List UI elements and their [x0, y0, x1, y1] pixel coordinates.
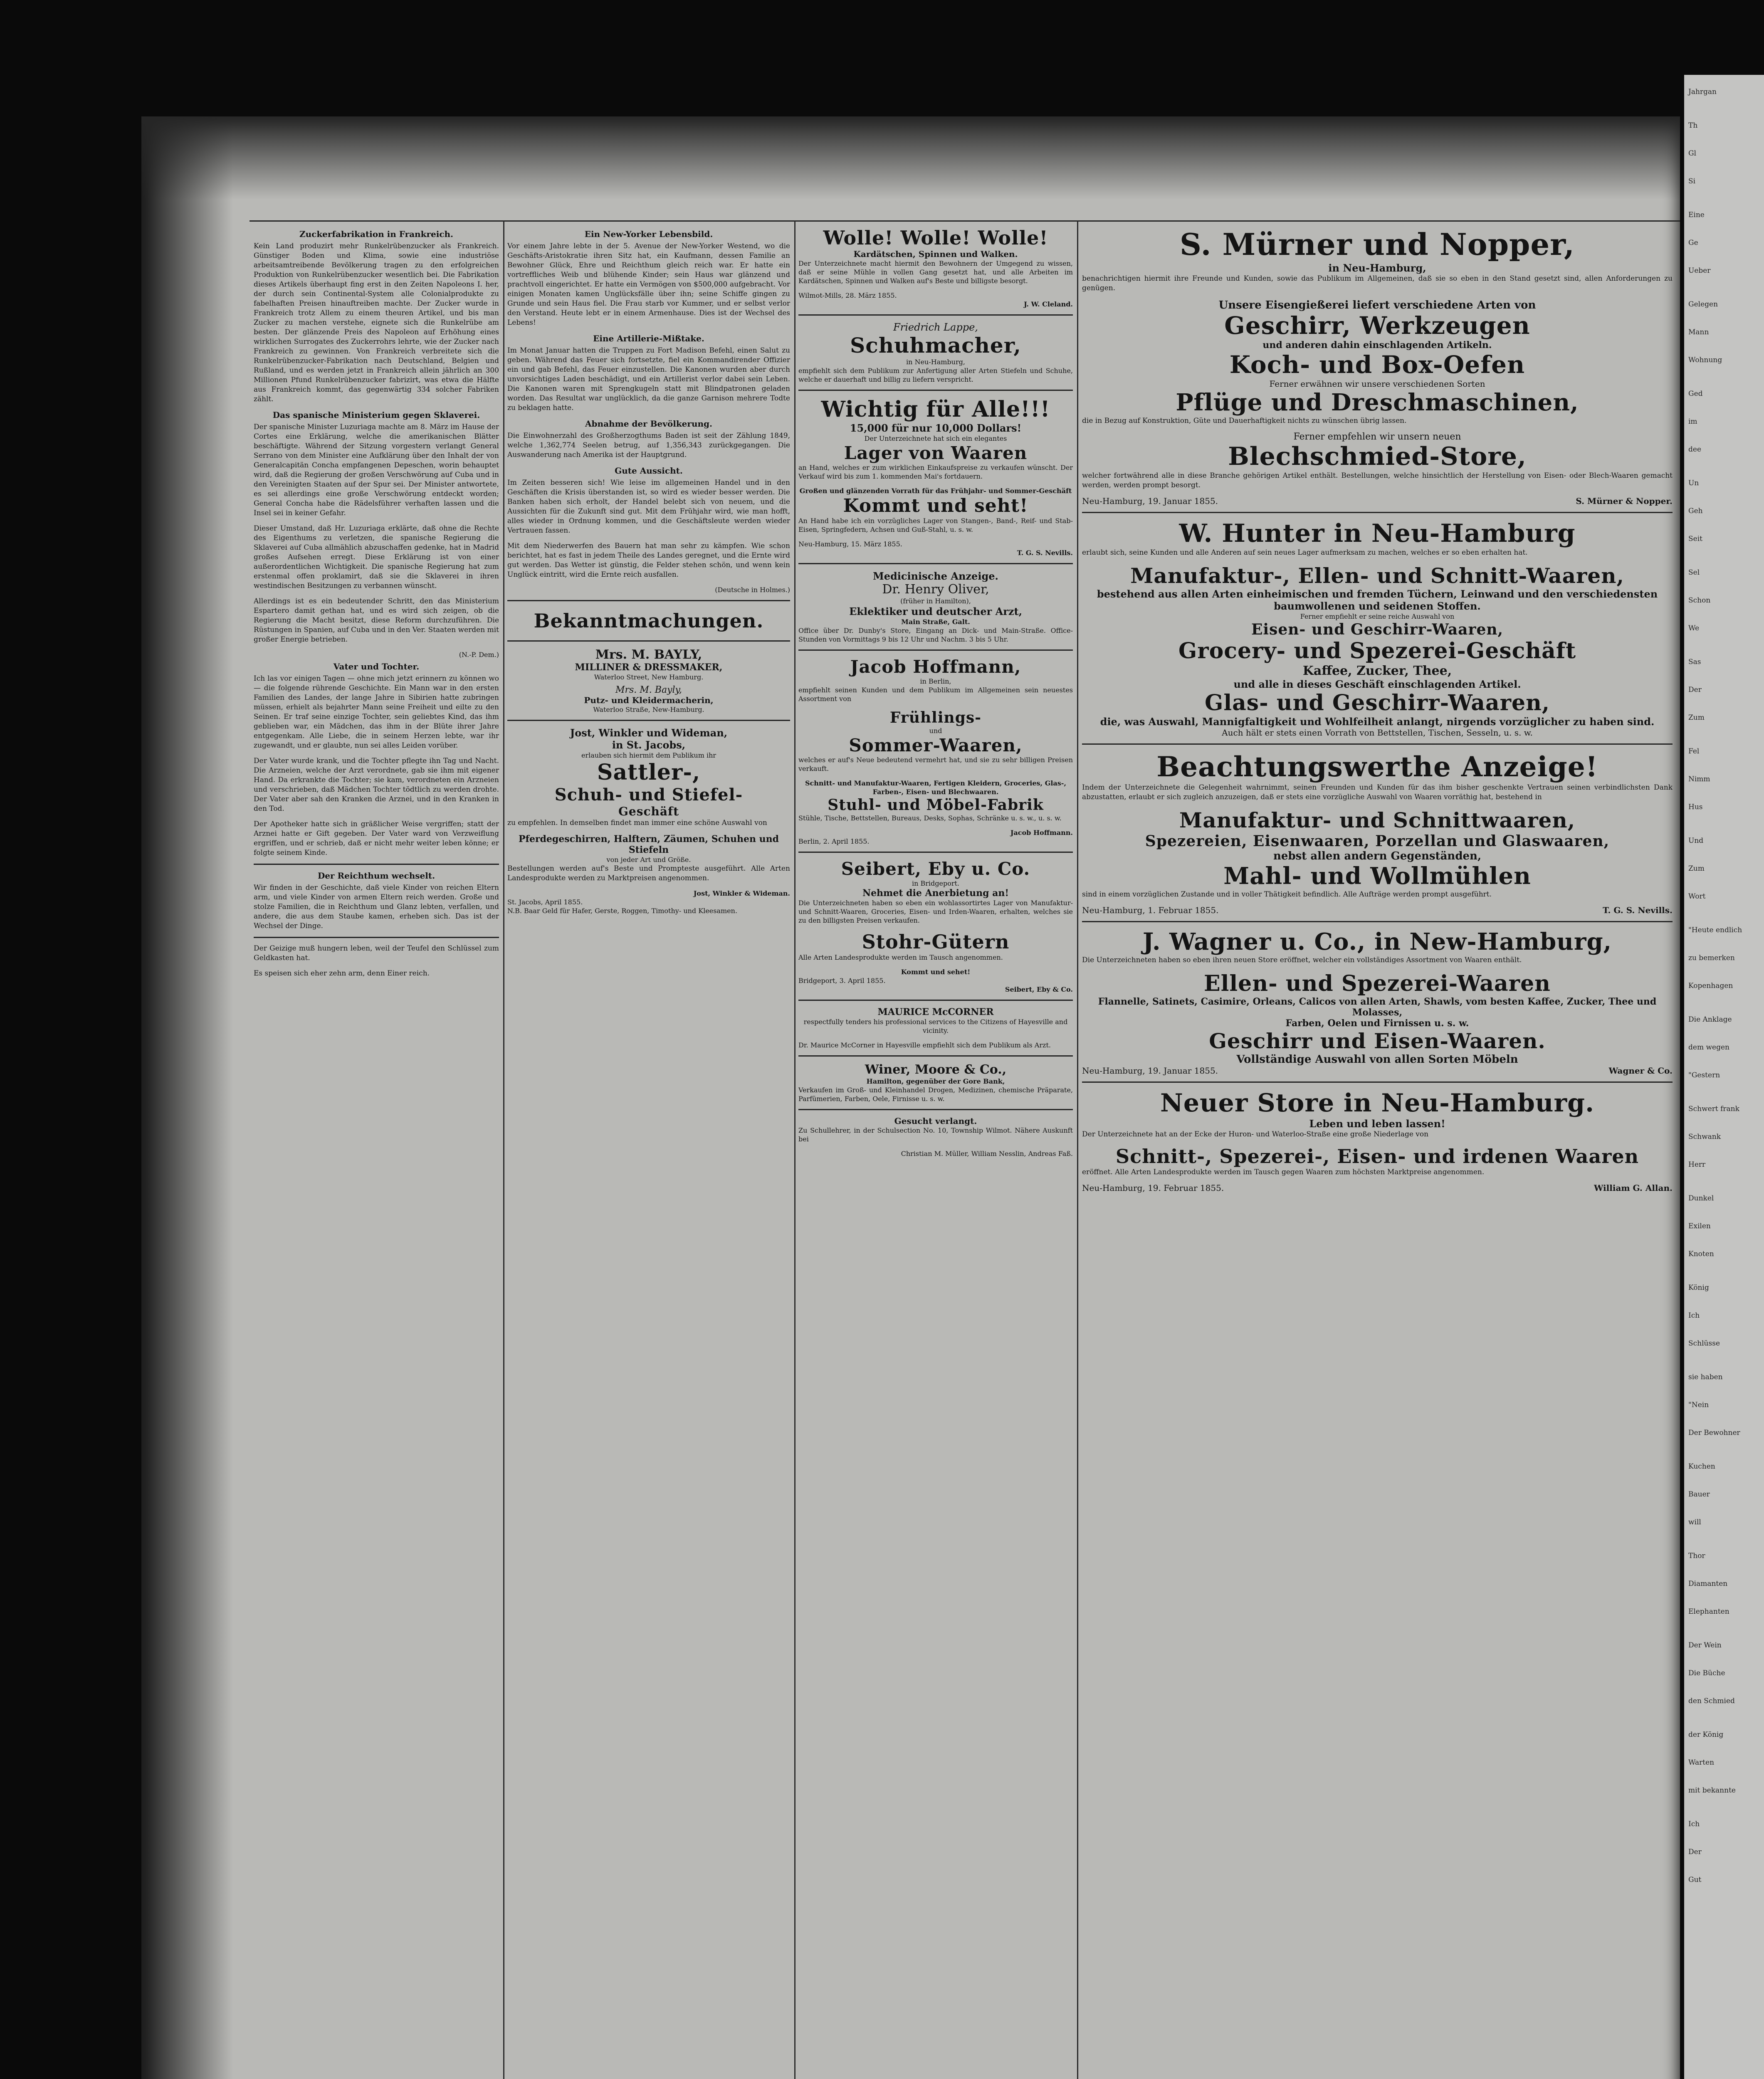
- article-text: Kein Land produzirt mehr Runkelrübenzucker als Frankreich. Günstiger Boden und Klima, sowie eine industriöse arbeitsamtreibende Bevölkerung tragen zu den erfolgreichen Produktion von Runkelrübenzucker wesentlich bei. Die Fabrikation dieses Artikels überhaupt fing erst in den Zeiten Napoleons I. her, der durch sein Continental-System alle Colonialprodukte zu fabelhaften Preisen hinauftreiben machte. Der Zucker wurde in Frankreich trotz Allem zu einem theuren Artikel, und bis man Zucker zu machen verstehe, eignete sich die Runkelrübe am besten. Der glänzende Preis des Napoleon auf Erhöhung eines wirklichen Surrogates des Zuckerrohrs lehrte, wie der Zucker nach Frankreich zu gewinnen. Von Frankreich verbreitete sich die Runkelrübenzucker-Fabrikation nach Deutschland, Belgien und Rußland, und es werden jetzt in Frankreich allein jährlich an 300 Millionen Pfund Runkelrübenzucker fabrizirt, was etwa die Hälfte aus Frankreich kommt, das gegenwärtig 334 solcher Fabriken zählt.: [254, 242, 499, 403]
- ad-subtitle: Kardätschen, Spinnen und Walken.: [853, 249, 1018, 259]
- ad-headline: Geschäft: [618, 805, 679, 818]
- divider: [1082, 921, 1673, 922]
- strip-line: Elephanten: [1688, 1607, 1729, 1616]
- ad-items: Schnitt- und Manufaktur-Waaren, Fertigen Kleidern, Groceries, Glas-, Farben-, Eisen- und Blechwaaren.: [805, 779, 1067, 796]
- ad-footer: [1082, 496, 1673, 506]
- divider: [798, 649, 1073, 651]
- ad-line: Ferner erwähnen wir unsere verschiedenen Sorten: [1269, 379, 1485, 389]
- ad-name: Friedrich Lappe,: [893, 321, 978, 333]
- ad-headline: Manufaktur- und Schnittwaaren,: [1179, 808, 1576, 832]
- ad-line: Ferner empfiehlt er seine reiche Auswahl von: [1300, 612, 1455, 620]
- strip-line: Kuchen: [1688, 1462, 1715, 1471]
- strip-line: Der Bewohner: [1688, 1429, 1740, 1437]
- strip-line: Schlüsse: [1688, 1339, 1720, 1348]
- article-text: Dieser Umstand, daß Hr. Luzuriaga erklärte, daß ohne die Rechte des Eigenthums zu verletzen, die spanische Regierung die Sklaverei auf Cuba allmählich abzuschaffen gedenke, hat in Madrid großes Aufsehen erregt. Diese Erklärung ist von einer außerordentlichen Wichtigkeit. Die spanische Regierung hat zum erstenmal offen proklamirt, daß sie die Sklaverei in ihren westindischen Besitzungen zu verbannen wünscht.: [254, 524, 499, 590]
- ad-text: erlaubt sich, seine Kunden und alle Anderen auf sein neues Lager aufmerksam zu machen, welches er so eben erhalten hat.: [1082, 548, 1528, 557]
- strip-line: Schwert frank: [1688, 1105, 1739, 1113]
- ad-text: respectfully tenders his professional services to the Citizens of Hayesville and vicinity.: [803, 1018, 1068, 1035]
- ad-line: und anderen dahin einschlagenden Artikeln.: [1262, 340, 1492, 351]
- ad-headline: Geschirr und Eisen-Waaren.: [1209, 1029, 1546, 1053]
- article-heading: Vater und Tochter.: [333, 662, 420, 672]
- ad-headline: S. Mürner und Nopper,: [1180, 227, 1575, 262]
- page-shadow-left: [141, 116, 233, 2079]
- ad-headline: Eisen- und Geschirr-Waaren,: [1251, 621, 1504, 638]
- strip-line: dem wegen: [1688, 1043, 1729, 1052]
- strip-line: Sas: [1688, 658, 1701, 666]
- ad-text: Der Unterzeichnete macht hiermit den Bewohnern der Umgegend zu wissen, daß er seine Mühle in vollen Gang gesetzt hat, und alle Arbeiten im Kardätschen, Spinnen und Walken auf's Beste und billigste besorgt.: [798, 259, 1073, 285]
- ad-text: An Hand habe ich ein vorzügliches Lager von Stangen-, Band-, Reif- und Stab-Eisen, Springfedern, Achsen und Guß-Stahl, u. s. w.: [798, 517, 1073, 533]
- ad-trade: Putz- und Kleidermacherin,: [584, 695, 714, 705]
- article-text: Wir finden in der Geschichte, daß viele Kinder von reichen Eltern arm, und viele Kinder von armen Eltern reich werden. Große und stolze Familien, die in Reichthum und Glanz lebten, verfallen, und andere, die aus dem Staube kamen, erheben sich. Das ist der Wechsel der Dinge.: [254, 884, 499, 930]
- article-heading: Zuckerfabrikation in Frankreich.: [299, 229, 453, 239]
- ad-name: MAURICE McCORNER: [877, 1007, 994, 1017]
- ad-address: Waterloo Straße, New-Hamburg.: [593, 706, 704, 714]
- ad-subtitle: (früher in Hamilton),: [900, 597, 971, 605]
- ad-headline: Stohr-Gütern: [862, 931, 1010, 953]
- strip-line: im: [1688, 417, 1697, 426]
- ad-text: Zu Schullehrer, in der Schulsection No. 10, Township Wilmot. Nähere Auskunft bei: [798, 1126, 1073, 1143]
- article-heading: Das spanische Ministerium gegen Sklaverei.: [272, 410, 480, 420]
- ad-date: Wilmot-Mills, 28. März 1855.: [798, 291, 897, 299]
- article-text: Der Apotheker hatte sich in gräßlicher Weise vergriffen; statt der Arznei hatte er Gift gegeben. Der Vater ward von Verzweiflung ergriffen, und er schrieb, daß er nicht mehr weiter leben könne; er folgte seinem Kinde.: [254, 820, 499, 857]
- strip-line: Schon: [1688, 596, 1711, 605]
- strip-line: will: [1688, 1518, 1701, 1526]
- ad-headline: Neuer Store in Neu-Hamburg.: [1160, 1089, 1594, 1118]
- strip-line: Der: [1688, 686, 1702, 694]
- strip-line: Schwank: [1688, 1133, 1721, 1141]
- ad-headline: Kommt und seht!: [843, 495, 1028, 516]
- article-heading: Gute Aussicht.: [615, 466, 683, 476]
- strip-line: Die Anklage: [1688, 1015, 1732, 1024]
- strip-line: Geh: [1688, 507, 1703, 515]
- ad-line: Flannelle, Satinets, Casimire, Orleans, Calicos von allen Arten, Shawls, vom besten Kaffee, Zucker, Thee und Molasses,: [1098, 996, 1657, 1018]
- adjacent-page-strip: [1684, 75, 1764, 2079]
- ad-headline: W. Hunter in Neu-Hamburg: [1179, 519, 1576, 548]
- divider: [507, 640, 790, 642]
- strip-line: Mann: [1688, 328, 1709, 336]
- strip-line: Ich: [1688, 1820, 1700, 1828]
- ad-text: welches er auf's Neue bedeutend vermehrt hat, und sie zu sehr billigen Preisen verkauft.: [798, 756, 1073, 773]
- ad-text: welcher fortwährend alle in diese Branche gehörigen Artikel enthält. Bestellungen, welche hinsichtlich der Herstellung von Eisen- oder Blech-Waaren gemacht werden, werden prompt besorgt.: [1082, 472, 1673, 489]
- strip-line: Ged: [1688, 390, 1703, 398]
- strip-line: Ueber: [1688, 267, 1711, 275]
- strip-line: mit bekannte: [1688, 1786, 1736, 1795]
- ad-trade: MILLINER & DRESSMAKER,: [575, 662, 723, 673]
- ad-text: sind in einem vorzüglichen Zustande und in voller Thätigkeit befindlich. Alle Aufträge werden prompt ausgeführt.: [1082, 890, 1492, 899]
- strip-line: Eine: [1688, 211, 1705, 219]
- divider: [507, 720, 790, 721]
- strip-line: dee: [1688, 445, 1702, 454]
- strip-line: Exilen: [1688, 1222, 1711, 1230]
- ad-text: Die Unterzeichneten haben so eben ihren neuen Store eröffnet, welcher ein vollständiges Assortment von Waaren enthält.: [1082, 956, 1522, 964]
- ad-text: empfiehlt seinen Kunden und dem Publikum im Allgemeinen sein neuestes Assortment von: [798, 686, 1073, 703]
- ad-headline: Geschirr, Werkzeugen: [1224, 311, 1530, 340]
- strip-line: Sel: [1688, 568, 1700, 577]
- ad-headline: Beachtungswerthe Anzeige!: [1156, 751, 1598, 783]
- ad-name: Winer, Moore & Co.,: [865, 1062, 1007, 1077]
- strip-line: Fel: [1688, 747, 1700, 756]
- proverb: Der Geizige muß hungern leben, weil der Teufel den Schlüssel zum Geldkasten hat.: [254, 944, 499, 962]
- ad-signature: Seibert, Eby & Co.: [1005, 985, 1073, 993]
- column-4: [1082, 227, 1673, 2079]
- divider: [798, 852, 1073, 853]
- strip-line: Und: [1688, 837, 1704, 845]
- ad-date: Berlin, 2. April 1855.: [798, 837, 870, 845]
- strip-line: Seit: [1688, 535, 1702, 543]
- ad-headline: Lager von Waaren: [844, 443, 1028, 463]
- strip-line: Diamanten: [1688, 1580, 1728, 1588]
- divider: [798, 1109, 1073, 1110]
- ad-text: eröffnet. Alle Arten Landesprodukte werden im Tausch gegen Waaren zum höchsten Marktpreise angenommen.: [1082, 1168, 1485, 1176]
- strip-line: König: [1688, 1284, 1709, 1292]
- strip-line: Der: [1688, 1848, 1702, 1856]
- ad-headline: Stuhl- und Möbel-Fabrik: [828, 796, 1044, 814]
- ad-headline: Manufaktur-, Ellen- und Schnitt-Waaren,: [1130, 563, 1624, 588]
- article-heading: Ein New-Yorker Lebensbild.: [584, 229, 713, 239]
- ad-place: in Berlin,: [920, 677, 951, 685]
- ad-text: benachrichtigen hiermit ihre Freunde und Kunden, sowie das Publikum im Allgemeinen, daß sie so eben in den Stand gesetzt sind, allen Anforderungen zu genügen.: [1082, 274, 1673, 292]
- ad-signature: William G. Allan.: [1594, 1183, 1673, 1193]
- article-text: Der Vater wurde krank, und die Tochter pflegte ihn Tag und Nacht. Die Arzneien, welche der Arzt verordnete, gab sie ihm mit eigener Hand. Da erkrankte die Tochter; sie kam, verordneten ein Arzneien und verschrieben, daß Mädchen Tochter tödtlich zu werden drohte. Der Vater aber sah den Kranken die Arznei, und in den Kranken in den Tod.: [254, 757, 499, 813]
- strip-line: "Heute endlich: [1688, 926, 1742, 934]
- divider: [798, 1055, 1073, 1057]
- ad-items: Pferdegeschirren, Halftern, Zäumen, Schuhen und Stiefeln: [518, 834, 779, 855]
- ad-text: Die Unterzeichneten haben so eben ein wohlassortirtes Lager von Manufaktur- und Schnitt-Waaren, Groceries, Eisen- und Irden-Waaren, erhalten, welches sie zu den billigsten Preisen verkaufen.: [798, 899, 1073, 924]
- ad-line: die, was Auswahl, Mannigfaltigkeit und Wohlfeilheit anlangt, nirgends vorzüglicher zu haben sind.: [1100, 716, 1655, 728]
- strip-line: Knoten: [1688, 1250, 1714, 1258]
- ad-signature: T. G. S. Nevills.: [1017, 549, 1073, 557]
- article-text: Die Einwohnerzahl des Großherzogthums Baden ist seit der Zählung 1849, welche 1,362,774 Seelen betrug, auf 1,356,343 zurückgegangen. Die Auswanderung nach Amerika ist der Hauptgrund.: [507, 432, 790, 459]
- ad-place: in Bridgeport.: [912, 879, 960, 887]
- strip-line: Zum: [1688, 714, 1705, 722]
- ad-signature: Wagner & Co.: [1608, 1066, 1673, 1076]
- column-rule-3: [1077, 220, 1078, 2079]
- strip-line: Herr: [1688, 1160, 1706, 1169]
- strip-line: Der Wein: [1688, 1641, 1722, 1649]
- ad-text: Office über Dr. Dunby's Store, Eingang an Dick- und Main-Straße. Office-Stunden von Vormittags 9 bis 12 Uhr und Nachm. 3 bis 5 Uhr.: [798, 627, 1073, 643]
- newspaper-page: [141, 116, 1680, 2079]
- strip-line: Nimm: [1688, 775, 1710, 783]
- strip-line: Wohnung: [1688, 356, 1722, 364]
- strip-line: Gelegen: [1688, 300, 1718, 309]
- article-source: (Deutsche in Holmes.): [715, 586, 790, 594]
- ad-headline: Wolle! Wolle! Wolle!: [823, 227, 1048, 249]
- ad-text: Der Unterzeichnete hat an der Ecke der Huron- und Waterloo-Straße eine große Niederlage von: [1082, 1130, 1429, 1138]
- strip-line: Die Büche: [1688, 1669, 1725, 1677]
- ad-signature: S. Mürner & Nopper.: [1576, 496, 1673, 506]
- strip-line: Warten: [1688, 1758, 1715, 1767]
- article-text: Allerdings ist es ein bedeutender Schritt, den das Ministerium Espartero damit gethan hat, und es wird sich zeigen, ob die Regierung die Macht besitzt, diese Reform durchzuführen. Die Rüstungen in Spanien, auf Cuba und in den Ver. Staaten werden mit großer Energie betrieben.: [254, 597, 499, 644]
- notices-heading: Bekanntmachungen.: [534, 610, 764, 632]
- ad-subtitle: Hamilton, gegenüber der Gore Bank,: [866, 1077, 1005, 1085]
- column-rule-2: [794, 220, 796, 2079]
- strip-line: Gl: [1688, 149, 1697, 158]
- column-3: [798, 227, 1073, 2079]
- article-source: (N.-P. Dem.): [459, 651, 499, 659]
- ad-footer: [1082, 1183, 1673, 1193]
- ad-headline: Wichtig für Alle!!!: [821, 397, 1050, 422]
- ad-headline: Schuhmacher,: [850, 333, 1021, 358]
- ad-date: Neu-Hamburg, 19. Januar 1855.: [1082, 1066, 1218, 1076]
- ad-line: und alle in dieses Geschäft einschlagenden Artikel.: [1233, 678, 1521, 690]
- ad-text: Dr. Maurice McCorner in Hayesville empfiehlt sich dem Publikum als Arzt.: [798, 1041, 1051, 1049]
- ad-headline: Sommer-Waaren,: [849, 735, 1023, 756]
- article-text: Vor einem Jahre lebte in der 5. Avenue der New-Yorker Westend, wo die Geschäfts-Aristokratie ihren Sitz hat, ein Kaufmann, dessen Familie an Bewohner Glück, Ehre und Reichthum gleich reich war. Er hatte ein vortreffliches Weib und blühende Kinder; sein Haus war glänzend und prachtvoll eingerichtet. Er hatte ein Vermögen von $500,000 aufgebracht. Vor einigen Monaten kamen Unglücksfälle über ihn; seine Schiffe gingen zu Grunde und sein Haus fiel. Die Frau starb vor Kummer, und er selbst verlor den Verstand. Heute lebt er in einem Armenhause. Dies ist der Wechsel des Lebens!: [507, 242, 790, 327]
- ad-subtitle: Leben und leben lassen!: [1309, 1118, 1445, 1130]
- ad-name: Mrs. M. Bayly,: [615, 685, 682, 695]
- ad-text: Bestellungen werden auf's Beste und Prompteste ausgeführt. Alle Arten Landesprodukte werden zu Marktpreisen angenommen.: [507, 864, 790, 882]
- ad-text: Der Unterzeichnete hat sich ein elegantes: [864, 435, 1007, 442]
- ad-signature: Jost, Winkler & Wideman.: [693, 889, 790, 897]
- strip-text: [1684, 75, 1764, 1885]
- ad-headline: Glas- und Geschirr-Waaren,: [1204, 690, 1550, 716]
- ad-date: Neu-Hamburg, 1. Februar 1855.: [1082, 905, 1219, 915]
- strip-line: Ge: [1688, 239, 1698, 247]
- ad-address: Waterloo Street, New Hamburg.: [594, 673, 704, 681]
- divider: [1082, 743, 1673, 745]
- ad-line: Auch hält er stets einen Vorrath von Bettstellen, Tischen, Sesseln, u. s. w.: [1222, 728, 1533, 738]
- page-shadow-top: [141, 116, 1680, 200]
- strip-line: Th: [1688, 121, 1698, 130]
- strip-line: Bauer: [1688, 1490, 1710, 1499]
- article-heading: Der Reichthum wechselt.: [317, 871, 435, 881]
- divider: [798, 1000, 1073, 1001]
- strip-line: Ich: [1688, 1311, 1700, 1320]
- ad-footer: [1082, 905, 1673, 915]
- ad-text: erlauben sich hiermit dem Publikum ihr: [581, 751, 716, 759]
- ad-headline: Seibert, Eby u. Co.: [841, 859, 1030, 879]
- strip-line: Dunkel: [1688, 1194, 1714, 1202]
- ad-headline: Jacob Hoffmann,: [850, 657, 1021, 677]
- ad-name: Dr. Henry Oliver,: [882, 582, 989, 597]
- ad-text: Alle Arten Landesprodukte werden im Tausch angenommen.: [798, 953, 1003, 961]
- ad-signature: T. G. S. Nevills.: [1603, 905, 1673, 915]
- ad-line: Unsere Eisengießerei liefert verschiedene Arten von: [1218, 299, 1536, 311]
- ad-signature: J. W. Cleland.: [1024, 300, 1073, 308]
- ad-items: von jeder Art und Größe.: [606, 856, 691, 864]
- ad-text: und: [929, 727, 942, 735]
- ad-headline: Frühlings-: [889, 709, 982, 726]
- ad-headline: Koch- und Box-Oefen: [1229, 351, 1525, 379]
- strip-line: "Nein: [1688, 1401, 1709, 1409]
- article-text: Der spanische Minister Luzuriaga machte am 8. März im Hause der Cortes eine Erklärung, welche die amerikanischen Blätter beschäftigte. Während der Sitzung vorgestern verlangt General Serrano von dem Minister eine Aufklärung über den Inhalt der von Generalcapitän Concha empfangenen Depeschen, worin behauptet wird, daß die Regierung der großen Verschwörung auf Cuba und in den Vereinigten Staaten auf der Spur sei. Der Minister antwortete, es sei allerdings eine große Verschwörung entdeckt worden; General Concha habe die Rädelsführer verhaften lassen und die Insel sei in keiner Gefahr.: [254, 423, 499, 517]
- ad-text: Indem der Unterzeichnete die Gelegenheit wahrnimmt, seinen Freunden und Kunden für das ihm bisher geschenkte Vertrauen seinen verbindlichsten Dank abzustatten, erlaubt er sich zugleich anzuzeigen, daß er stets eine vorzügliche Auswahl von Waaren vorräthig hat, bestehend in: [1082, 783, 1673, 801]
- article-heading: Abnahme der Bevölkerung.: [585, 419, 712, 429]
- ad-line: Kaffee, Zucker, Thee,: [1302, 664, 1452, 678]
- strip-line: der König: [1688, 1731, 1724, 1739]
- ad-place: in St. Jacobs,: [612, 739, 686, 751]
- ad-text: zu empfehlen. In demselben findet man immer eine schöne Auswahl von: [507, 819, 767, 827]
- top-rule: [250, 220, 1680, 222]
- strip-line: Jahrgan: [1688, 88, 1717, 96]
- divider: [254, 864, 499, 865]
- ad-text: an Hand, welches er zum wirklichen Einkaufspreise zu verkaufen wünscht. Der Verkauf wird bis zum 1. kommenden Mai's fortdauern.: [798, 464, 1073, 480]
- strip-line: We: [1688, 624, 1700, 632]
- divider: [798, 390, 1073, 391]
- ad-headline: Pflüge und Dreschmaschinen,: [1176, 389, 1579, 416]
- column-1: [254, 227, 499, 2079]
- strip-line: Thor: [1688, 1552, 1705, 1560]
- ad-headline: J. Wagner u. Co., in New-Hamburg,: [1142, 928, 1612, 956]
- ad-line: Farben, Oelen und Firnissen u. s. w.: [1285, 1018, 1469, 1029]
- ad-headline: Sattler-,: [597, 760, 701, 785]
- ad-signature: Jacob Hoffmann.: [1010, 829, 1073, 837]
- ad-line: Vollständige Auswahl von allen Sorten Möbeln: [1236, 1053, 1518, 1066]
- divider: [1082, 512, 1673, 513]
- strip-line: zu bemerken: [1688, 954, 1735, 962]
- strip-line: Wort: [1688, 892, 1706, 901]
- ad-signature: Christian M. Müller, William Nesslin, Andreas Faß.: [901, 1150, 1073, 1158]
- ad-date: Neu-Hamburg, 19. Februar 1855.: [1082, 1183, 1224, 1193]
- ad-address: Main Straße, Galt.: [901, 618, 970, 626]
- column-2: [507, 227, 790, 2079]
- strip-line: Gut: [1688, 1876, 1702, 1884]
- column-rule-1: [503, 220, 504, 2079]
- divider: [507, 600, 790, 601]
- ad-line: bestehend aus allen Arten einheimischen und fremden Tüchern, Leinwand und den verschiedensten baumwollenen und seidenen Stoffen.: [1097, 588, 1658, 612]
- ad-footer: [1082, 1066, 1673, 1076]
- article-text: Mit dem Niederwerfen des Bauern hat man sehr zu kämpfen. Wie schon berichtet, hat es fast in jedem Theile des Landes geregnet, und die Ernte wird gut werden. Das Wetter ist günstig, die Felder stehen schön, und wenn kein Unglück eintritt, wird die Ernte reich ausfallen.: [507, 542, 790, 579]
- ad-line: Ferner empfehlen wir unsern neuen: [1293, 432, 1461, 442]
- ad-headline: Schnitt-, Spezerei-, Eisen- und irdenen Waaren: [1115, 1145, 1639, 1168]
- ad-headline: Spezereien, Eisenwaaren, Porzellan und Glaswaaren,: [1145, 832, 1610, 850]
- ad-name: Jost, Winkler und Wideman,: [570, 727, 728, 739]
- ad-place: in Neu-Hamburg,: [1328, 262, 1426, 274]
- divider: [798, 563, 1073, 564]
- ad-date: Bridgeport, 3. April 1855.: [798, 977, 886, 985]
- divider: [254, 937, 499, 938]
- divider: [1082, 1081, 1673, 1083]
- ad-date: Neu-Hamburg, 19. Januar 1855.: [1082, 496, 1218, 506]
- proverb: Es speisen sich eher zehn arm, denn Einer reich.: [254, 969, 430, 978]
- ad-subtitle: Kommt und sehet!: [901, 968, 971, 976]
- ad-trade: Eklektiker und deutscher Arzt,: [849, 605, 1022, 617]
- ad-headline: Schuh- und Stiefel-: [554, 785, 743, 805]
- strip-line: Un: [1688, 479, 1699, 487]
- ad-date: Neu-Hamburg, 15. März 1855.: [798, 540, 902, 548]
- ad-text: Verkaufen im Groß- und Kleinhandel Drogen, Medizinen, chemische Präparate, Parfümerien, Farben, Oele, Firnisse u. s. w.: [798, 1086, 1073, 1103]
- article-text: Im Zeiten besseren sich! Wie leise im allgemeinen Handel und in den Geschäften die Krisis überstanden ist, so wird es wieder besser werden. Die Banken haben sich erholt, der Handel belebt sich von neuem, und die Aussichten für die Zukunft sind gut. Mit dem Frühjahr wird, wie man hofft, alles wieder in Ordnung kommen, und die Geschäftsleute werden wieder Vertrauen fassen.: [507, 479, 790, 535]
- strip-line: "Gestern: [1688, 1071, 1720, 1079]
- strip-line: den Schmied: [1688, 1697, 1735, 1705]
- strip-line: Si: [1688, 177, 1696, 185]
- ad-subtitle: Nehmet die Anerbietung an!: [862, 888, 1009, 899]
- article-heading: Eine Artillerie-Mißtake.: [593, 333, 704, 343]
- ad-text: die in Bezug auf Konstruktion, Güte und Dauerhaftigkeit nichts zu wünschen übrig lassen.: [1082, 417, 1407, 425]
- ad-text: empfiehlt sich dem Publikum zur Anfertigung aller Arten Stiefeln und Schuhe, welche er dauerhaft und billig zu liefern verspricht.: [798, 367, 1073, 383]
- strip-line: Hus: [1688, 803, 1703, 811]
- divider: [798, 314, 1073, 316]
- ad-subtitle: Großen und glänzenden Vorrath für das Frühjahr- und Sommer-Geschäft: [799, 487, 1072, 495]
- ad-line: nebst allen andern Gegenständen,: [1273, 850, 1481, 862]
- article-text: Ich las vor einigen Tagen — ohne mich jetzt erinnern zu können wo — die folgende rührende Geschichte. Ein Mann war in den ersten Familien des Landes, der lange Jahre in Sibirien hatte zubringen müssen, erhielt als bejahrter Mann seine Freiheit und eilte zu den Seinen. Er traf seine einzige Tochter, sein geliebtes Kind, das ihm geblieben war, ein Mädchen, das ihm in der Blüte ihrer Jahre entgegenkam. Alle Liebe, die in seinem Herzen lebte, war ihr zugewandt, und er glaubte, nun sei alles Leiden vorüber.: [254, 674, 499, 750]
- ad-text: Stühle, Tische, Bettstellen, Bureaus, Desks, Sophas, Schränke u. s. w., u. s. w.: [798, 814, 1062, 822]
- ad-place: in Neu-Hamburg,: [906, 358, 965, 366]
- ad-heading: Medicinische Anzeige.: [873, 570, 998, 582]
- ad-headline: Ellen- und Spezerei-Waaren: [1204, 971, 1551, 996]
- ad-headline: Grocery- und Spezerei-Geschäft: [1178, 638, 1576, 664]
- ad-heading: Gesucht verlangt.: [894, 1116, 977, 1126]
- strip-line: sie haben: [1688, 1373, 1723, 1381]
- ad-note: N.B. Baar Geld für Hafer, Gerste, Roggen, Timothy- und Kleesamen.: [507, 907, 738, 915]
- ad-subtitle: 15,000 für nur 10,000 Dollars!: [850, 422, 1022, 434]
- strip-line: Kopenhagen: [1688, 982, 1733, 990]
- ad-name: Mrs. M. BAYLY,: [595, 647, 702, 662]
- ad-headline: Mahl- und Wollmühlen: [1223, 862, 1531, 890]
- strip-line: Zum: [1688, 864, 1705, 873]
- ad-headline: Blechschmied-Store,: [1228, 442, 1527, 471]
- ad-date: St. Jacobs, April 1855.: [507, 898, 583, 906]
- article-text: Im Monat Januar hatten die Truppen zu Fort Madison Befehl, einen Salut zu geben. Während das Feuer sich fortsetzte, fiel ein Kommandirender Offizier ein und gab Befehl, das Feuer einzustellen. Die Kanonen wurden aber durch unvorsichtiges Laden beschädigt, und ein Artillerist verlor dabei sein Leben. Die Kanonen waren mit Sprengkugeln statt mit Blindpatronen geladen worden. Das Resultat war unglücklich, da die ganze Garnison mehrere Todte zu beklagen hatte.: [507, 346, 790, 412]
